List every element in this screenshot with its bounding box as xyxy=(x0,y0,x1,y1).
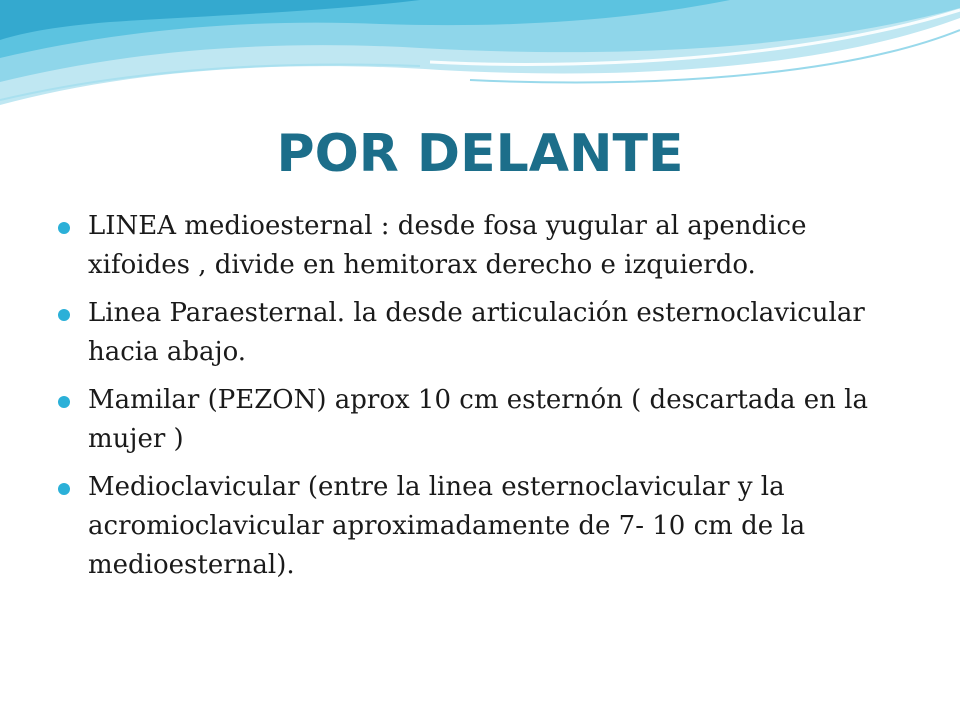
bullet-dot-icon xyxy=(58,483,70,495)
bullet-text: Medioclavicular (entre la linea esternoclavicular y la acromioclavicular aproximadamente de 7- 10 cm de la medioesternal). xyxy=(88,472,806,580)
bullet-text: Linea Paraesternal. la desde articulación esternoclavicular hacia abajo. xyxy=(88,298,865,367)
slide-title: POR DELANTE xyxy=(276,124,684,184)
list-item xyxy=(56,381,916,459)
bullet-list xyxy=(56,207,916,594)
list-item xyxy=(56,207,916,285)
header-wave-decoration xyxy=(0,0,960,120)
bullet-dot-icon xyxy=(58,396,70,408)
list-item xyxy=(56,468,916,585)
bullet-text: Mamilar (PEZON) aprox 10 cm esternón ( descartada en la mujer ) xyxy=(88,385,868,454)
bullet-dot-icon xyxy=(58,222,70,234)
bullet-dot-icon xyxy=(58,309,70,321)
list-item xyxy=(56,294,916,372)
bullet-text: LINEA medioesternal : desde fosa yugular al apendice xifoides , divide en hemitorax derecho e izquierdo. xyxy=(88,211,807,280)
